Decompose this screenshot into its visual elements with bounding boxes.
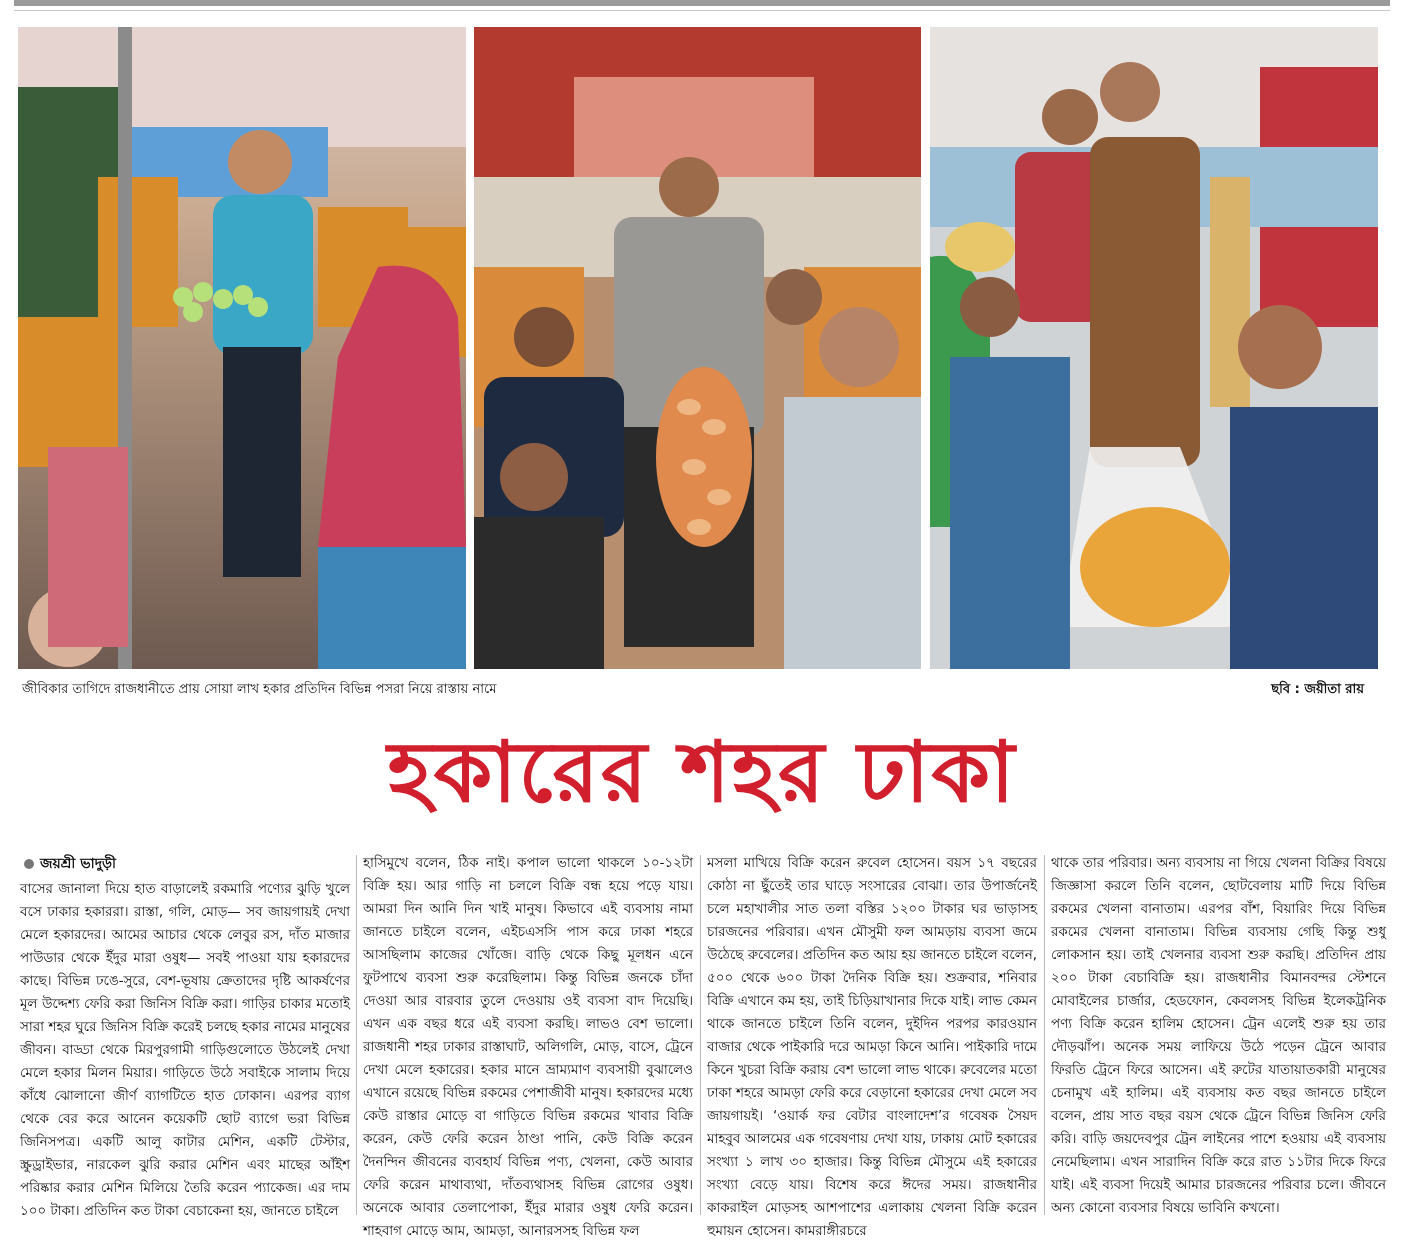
article-column-2 bbox=[363, 852, 693, 1239]
bullet-icon bbox=[24, 859, 34, 869]
column-divider bbox=[356, 855, 357, 1215]
photo-snack-hawker bbox=[474, 27, 921, 669]
column-text: মসলা মাখিয়ে বিক্রি করেন রুবেল হোসেন। বয়স ১৭ বছরের কোঠা না ছুঁতেই তার ঘাড়ে সংসারের বোঝা। তার উপার্জনেই চলে মহাখালীর সাত তলা বস্তির ১২০০ টাকার ঘর ভাড়াসহ চারজনের পরিবার। এখন মৌসুমী ফল আমড়ায় ব্যবসা জমে উঠেছে রুবেলের। প্রতিদিন কত আয় হয় জানতে চাইলে বলেন, ৫০০ থেকে ৬০০ টাকা দৈনিক বিক্রি হয়। শুক্রবার, শনিবার বিক্রি এখানে কম হয়, তাই চিড়িয়াখানার দিকে যাই। লাভ কেমন থাকে জানতে চাইলে তিনি বলেন, দুইদিন পরপর কারওয়ান বাজার থেকে পাইকারি দরে আমড়া কিনে আনি। পাইকারি দামে কিনে খুচরা বিক্রি করায় বেশ ভালো লাভ থাকে। রুবেলের মতো ঢাকা শহরে আমড়া ফেরি করে বেড়ানো হকারের দেখা মেলে সব জায়গায়ই। ‘ওয়ার্ক ফর বেটার বাংলাদেশ’র গবেষক সৈয়দ মাহবুব আলমের এক গবেষণায় দেখা যায়, ঢাকায় মোট হকারের সংখ্যা ১ লাখ ৩০ হাজার। কিন্তু বিভিন্ন মৌসুমে এই হকারের সংখ্যা বেড়ে যায়। বিশেষ করে ঈদের সময়। রাজধানীর কাকরাইল মোড়সহ আশপাশের এলাকায় খেলনা বিক্রি করেন হুমায়ন হোসেন। কামরাঙ্গীরচরে bbox=[707, 856, 1037, 1239]
byline bbox=[20, 852, 350, 876]
article-column-1 bbox=[20, 852, 350, 1222]
headline: হকারের শহর ঢাকা bbox=[387, 722, 1017, 821]
photo-credit: ছবি : জয়ীতা রায় bbox=[1271, 682, 1364, 697]
column-divider bbox=[700, 855, 701, 1215]
column-text: বাসের জানালা দিয়ে হাত বাড়ালেই রকমারি পণ্যের ঝুড়ি খুলে বসে ঢাকার হকাররা। রাস্তা, গলি, মোড়— সব জায়গায়ই দেখা মেলে হকারদের। আমের আচার থেকে লেবুর রস, দাঁত মাজার পাউডার থেকে ইঁদুর মারা ওষুধ— সবই পাওয়া যায় হকারদের কাছে। বিভিন্ন ঢঙে-সুরে, বেশ-ভূষায় ক্রেতাদের দৃষ্টি আকর্ষণের মূল উদ্দেশ্য ফেরি করা জিনিস বিক্রি করা। গাড়ির চাকার মতোই সারা শহর ঘুরে জিনিস বিক্রি করেই চলছে হকার নামের মানুষের জীবন। বাড্ডা থেকে মিরপুরগামী গাড়িগুলোতে উঠলেই দেখা মেলে হকার মিলন মিয়ার। গাড়িতে উঠে সবাইকে সালাম দিয়ে কাঁধে ঝোলানো জীর্ণ ব্যাগটিতে হাত ঢোকান। এরপর ব্যাগ থেকে বের করে আনেন কয়েকটি ছোট ব্যাগে ভরা বিভিন্ন জিনিসপত্র। একটি আলু কাটার মেশিন, একটি টেস্টার, স্ক্রুড্রাইভার, নারকেল ঝুরি করার মেশিন এবং মাছের আঁইশ পরিষ্কার করার মেশিন মিলিয়ে তৈরি করেন প্যাকেজ। এর দাম ১০০ টাকা। প্রতিদিন কত টাকা বেচাকেনা হয়, জানতে চাইলে bbox=[20, 882, 350, 1219]
column-text: হাসিমুখে বলেন, ঠিক নাই। কপাল ভালো থাকলে ১০-১২টা বিক্রি হয়। আর গাড়ি না চললে বিক্রি বন্ধ হয়ে পড়ে যায়। আমরা দিন আনি দিন খাই মানুষ। কিভাবে এই ব্যবসায় নামা জানতে চাইলে বলেন, এইচএসসি পাস করে ঢাকা শহরে আসছিলাম কাজের খোঁজে। বাড়ি থেকে কিছু মূলধন এনে ফুটপাথে ব্যবসা শুরু করেছিলাম। কিন্তু বিভিন্ন জনকে চাঁদা দেওয়া আর বারবার তুলে দেওয়ায় ওই ব্যবসা বাদ দিয়েছি। এখন এক বছর ধরে এই ব্যবসা করছি। লাভও বেশ ভালো। রাজধানী শহর ঢাকার রাস্তাঘাট, অলিগলি, মোড়, বাসে, ট্রেনে দেখা মেলে হকারের। হকার মানে ভ্রাম্যমাণ ব্যবসায়ী বুঝালেও এখানে রয়েছে বিভিন্ন রকমের পেশাজীবী মানুষ। হকারদের মধ্যে কেউ রাস্তার মোড়ে বা গাড়িতে বিভিন্ন রকমের খাবার বিক্রি করেন, কেউ ফেরি করেন ঠাণ্ডা পানি, কেউ বিক্রি করেন দৈনন্দিন জীবনের ব্যবহার্য বিভিন্ন পণ্য, খেলনা, কেউ আবার ফেরি করেন মাথাব্যথা, দাঁতব্যথাসহ বিভিন্ন রোগের ওষুধ। অনেকে আবার তেলাপোকা, ইঁদুর মারার ওষুধ ফেরি করেন। শাহবাগ মোড়ে আম, আমড়া, আনারসসহ বিভিন্ন ফল bbox=[363, 856, 693, 1239]
byline-name: জয়শ্রী ভাদুড়ী bbox=[40, 856, 117, 872]
top-rule-thin bbox=[14, 10, 1390, 11]
column-text: থাকে তার পরিবার। অন্য ব্যবসায় না গিয়ে খেলনা বিক্রির বিষয়ে জিজ্ঞাসা করলে তিনি বলেন, ছোটবেলায় মাটি দিয়ে বিভিন্ন রকমের খেলনা বানাতাম। এরপর বাঁশ, বিয়ারিং দিয়ে বিভিন্ন রকমের খেলনা বানাতাম। বিভিন্ন ব্যবসায় গেছি কিন্তু শুধু লোকসান হয়। তাই খেলনার ব্যবসা শুরু করছি। প্রতিদিন প্রায় ২০০ টাকা বেচাবিক্রি হয়। রাজধানীর বিমানবন্দর স্টেশনে মোবাইলের চার্জার, হেডফোন, কেবলসহ বিভিন্ন ইলেকট্রনিক পণ্য বিক্রি করেন হালিম হোসেন। ট্রেন এলেই শুরু হয় তার দৌড়ঝাঁপ। অনেক সময় লাফিয়ে উঠে পড়েন ট্রেনে আবার ফিরতি ট্রেনে ফিরে আসেন। এই রুটের যাতায়াতকারী মানুষের চেনামুখ এই হালিম। এই ব্যবসায় কত বছর জানতে চাইলে বলেন, প্রায় সাত বছর বয়স থেকে ট্রেনে বিভিন্ন জিনিস ফেরি করি। বাড়ি জয়দেবপুর ট্রেন লাইনের পাশে হওয়ায় এই ব্যবসায় নেমেছিলাম। এখন সারাদিন বিক্রি করে রাত ১১টার দিকে ফিরে যাই। এই ব্যবসা দিয়েই আমার চারজনের পরিবার চলে। জীবনে অন্য কোনো ব্যবসার বিষয়ে ভাবিনি কখনো। bbox=[1051, 856, 1386, 1216]
column-divider bbox=[1044, 855, 1045, 1215]
article-column-4 bbox=[1051, 852, 1386, 1222]
article-column-3 bbox=[707, 852, 1037, 1239]
top-rule bbox=[14, 0, 1390, 6]
photo-flower-hawker bbox=[18, 27, 466, 669]
photo-toy-hawker bbox=[930, 27, 1378, 669]
photo-caption: জীবিকার তাগিদে রাজধানীতে প্রায় সোয়া লাখ হকার প্রতিদিন বিভিন্ন পসরা নিয়ে রাস্তায় নামে bbox=[22, 682, 497, 697]
